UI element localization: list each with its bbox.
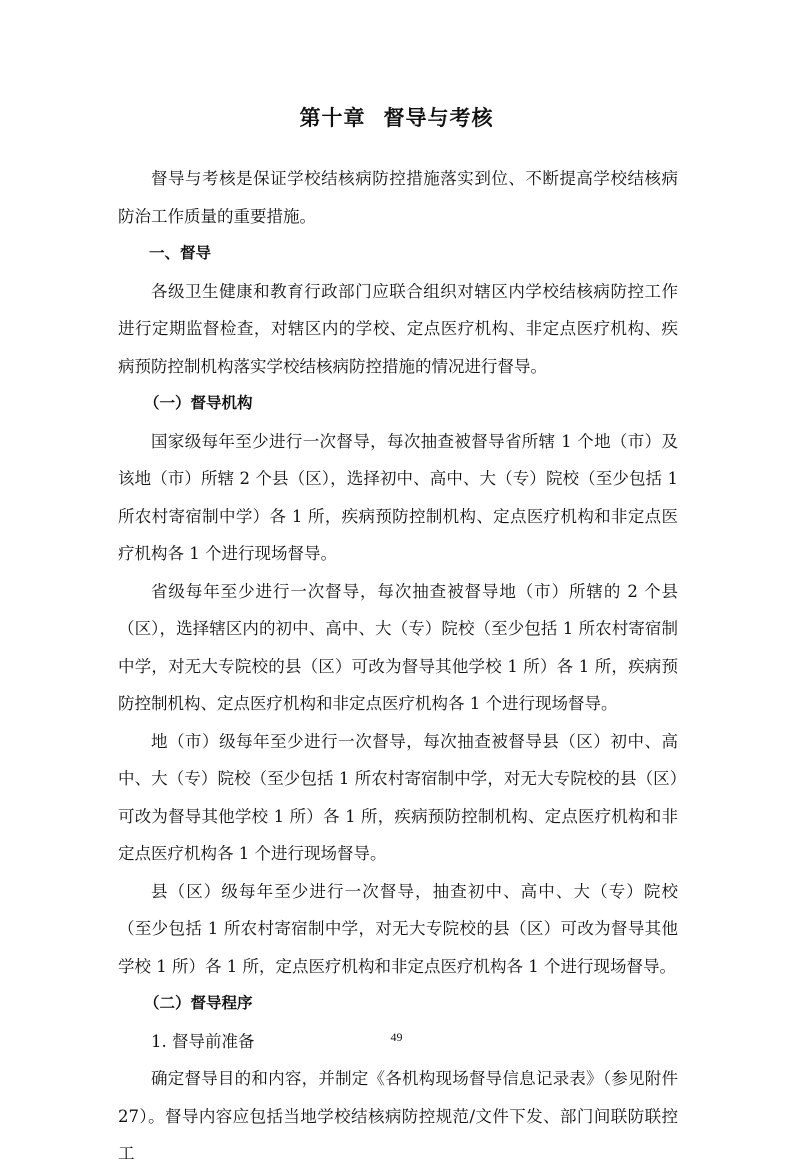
chapter-name: 督导与考核: [383, 106, 494, 130]
page-number: 49: [390, 1030, 403, 1044]
body-text: [118, 160, 678, 1173]
section-heading-supervision: 一、督导: [149, 244, 212, 262]
national-level-paragraph: 国家级每年至少进行一次督导，每次抽查被督导省所辖 1 个地（市）及该地（市）所辖 2 个县（区），选择初中、高中、大（专）院校（至少包括 1 所农村寄宿制中学）各 1 所，疾病预防控制机构、定点医疗机构和非定点医疗机构各 1 个进行现场督导。: [118, 431, 678, 563]
subsection-heading-procedure: （二）督导程序: [144, 994, 253, 1012]
intro-paragraph: 督导与考核是保证学校结核病防控措施落实到位、不断提高学校结核病防治工作质量的重要措施。: [118, 169, 678, 226]
supervision-paragraph: 各级卫生健康和教育行政部门应联合组织对辖区内学校结核病防控工作进行定期监督检查，对辖区内的学校、定点医疗机构、非定点医疗机构、疾病预防控制机构落实学校结核病防控措施的情况进行督导。: [118, 281, 678, 376]
city-level-paragraph: 地（市）级每年至少进行一次督导，每次抽查被督导县（区）初中、高中、大（专）院校（至少包括 1 所农村寄宿制中学，对无大专院校的县（区）可改为督导其他学校 1 所）各 1 所，疾病预防控制机构、定点医疗机构和非定点医疗机构各 1 个进行现场督导。: [118, 731, 678, 863]
chapter-title: [0, 101, 793, 135]
preparation-paragraph: 确定督导目的和内容，并制定《各机构现场督导信息记录表》（参见附件 27）。督导内容应包括当地学校结核病防控规范/文件下发、部门间联防联控工: [118, 1069, 678, 1163]
chapter-number: 第十章: [299, 106, 366, 130]
county-level-paragraph: 县（区）级每年至少进行一次督导，抽查初中、高中、大（专）院校（至少包括 1 所农村寄宿制中学，对无大专院校的县（区）可改为督导其他学校 1 所）各 1 所，定点医疗机构和非定点医疗机构各 1 个进行现场督导。: [118, 881, 678, 976]
subsection-heading-institutions: （一）督导机构: [144, 394, 253, 412]
item-heading-preparation: 1. 督导前准备: [151, 1031, 255, 1051]
provincial-level-paragraph: 省级每年至少进行一次督导，每次抽查被督导地（市）所辖的 2 个县（区），选择辖区内的初中、高中、大（专）院校（至少包括 1 所农村寄宿制中学，对无大专院校的县（区）可改为督导其他学校 1 所）各 1 所，疾病预防控制机构、定点医疗机构和非定点医疗机构各 1 个进行现场督导。: [118, 581, 678, 713]
